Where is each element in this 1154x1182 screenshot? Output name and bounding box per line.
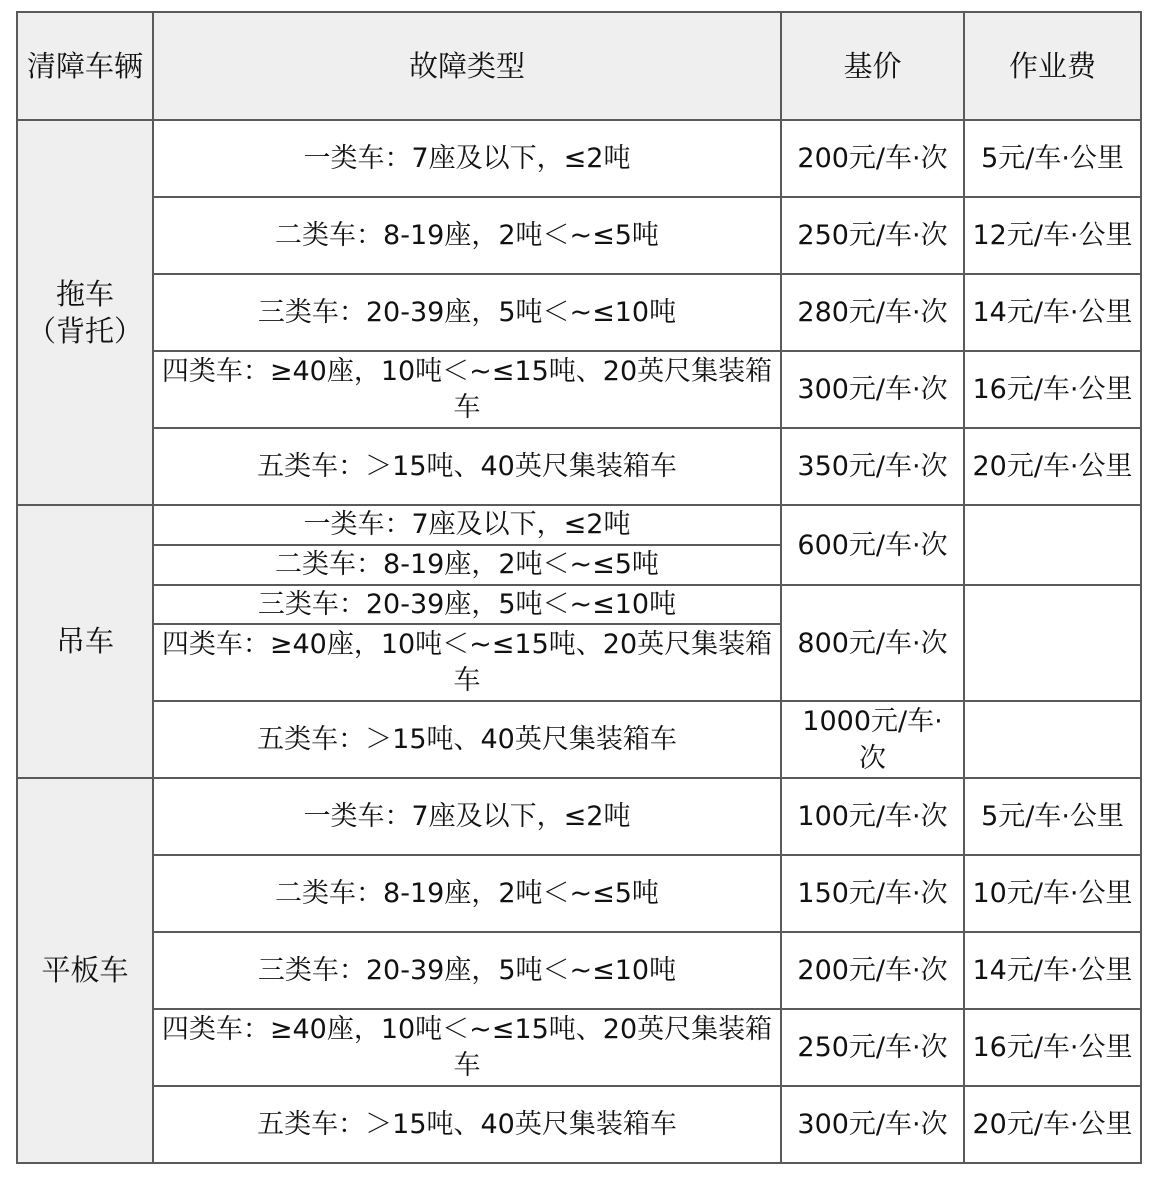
operation-fee-cell xyxy=(964,701,1141,778)
header-row xyxy=(17,12,1141,120)
table-row xyxy=(17,855,1141,932)
table-header xyxy=(17,12,1141,120)
table-row xyxy=(17,701,1141,778)
operation-fee-cell: 10元/车·公里 xyxy=(964,855,1141,932)
table-row xyxy=(17,932,1141,1009)
base-price-cell: 280元/车·次 xyxy=(781,274,964,351)
vehicle-tow: 拖车 （背托） xyxy=(17,120,153,505)
fault-type-cell: 一类车：7座及以下，≤2吨 xyxy=(153,120,781,197)
table-row xyxy=(17,351,1141,428)
base-price-cell: 200元/车·次 xyxy=(781,120,964,197)
header-fault-type: 故障类型 xyxy=(153,12,781,120)
operation-fee-cell: 5元/车·公里 xyxy=(964,120,1141,197)
clearance-fee-table xyxy=(16,11,1142,1164)
fee-table-container xyxy=(16,11,1140,1164)
table-row xyxy=(17,1009,1141,1086)
base-price-cell: 200元/车·次 xyxy=(781,932,964,1009)
operation-fee-cell: 20元/车·公里 xyxy=(964,428,1141,505)
fault-type-cell: 四类车：≥40座，10吨＜~≤15吨、20英尺集装箱车 xyxy=(153,624,781,701)
base-price-cell: 300元/车·次 xyxy=(781,351,964,428)
table-row xyxy=(17,197,1141,274)
vehicle-crane: 吊车 xyxy=(17,505,153,778)
base-price-cell: 100元/车·次 xyxy=(781,778,964,855)
base-price-cell: 300元/车·次 xyxy=(781,1086,964,1163)
table-row xyxy=(17,505,1141,545)
vehicle-flatbed: 平板车 xyxy=(17,778,153,1163)
operation-fee-cell: 5元/车·公里 xyxy=(964,778,1141,855)
base-price-cell: 350元/车·次 xyxy=(781,428,964,505)
fault-type-cell: 四类车：≥40座，10吨＜~≤15吨、20英尺集装箱车 xyxy=(153,351,781,428)
operation-fee-cell: 14元/车·公里 xyxy=(964,932,1141,1009)
operation-fee-cell xyxy=(964,585,1141,701)
operation-fee-cell: 20元/车·公里 xyxy=(964,1086,1141,1163)
fault-type-cell: 三类车：20-39座，5吨＜~≤10吨 xyxy=(153,274,781,351)
fault-type-cell: 三类车：20-39座，5吨＜~≤10吨 xyxy=(153,932,781,1009)
fault-type-cell: 二类车：8-19座，2吨＜~≤5吨 xyxy=(153,545,781,585)
fault-type-cell: 五类车：＞15吨、40英尺集装箱车 xyxy=(153,428,781,505)
operation-fee-cell: 14元/车·公里 xyxy=(964,274,1141,351)
header-operation-fee: 作业费 xyxy=(964,12,1141,120)
table-row xyxy=(17,585,1141,624)
fault-type-cell: 二类车：8-19座，2吨＜~≤5吨 xyxy=(153,855,781,932)
base-price-cell: 250元/车·次 xyxy=(781,1009,964,1086)
base-price-cell: 1000元/车·次 xyxy=(781,701,964,778)
base-price-cell: 250元/车·次 xyxy=(781,197,964,274)
table-row xyxy=(17,778,1141,855)
fault-type-cell: 四类车：≥40座，10吨＜~≤15吨、20英尺集装箱车 xyxy=(153,1009,781,1086)
fault-type-cell: 五类车：＞15吨、40英尺集装箱车 xyxy=(153,1086,781,1163)
base-price-cell: 800元/车·次 xyxy=(781,585,964,701)
operation-fee-cell: 16元/车·公里 xyxy=(964,351,1141,428)
fault-type-cell: 二类车：8-19座，2吨＜~≤5吨 xyxy=(153,197,781,274)
base-price-cell: 150元/车·次 xyxy=(781,855,964,932)
operation-fee-cell xyxy=(964,505,1141,585)
table-row xyxy=(17,120,1141,197)
header-vehicle: 清障车辆 xyxy=(17,12,153,120)
base-price-cell: 600元/车·次 xyxy=(781,505,964,585)
operation-fee-cell: 12元/车·公里 xyxy=(964,197,1141,274)
fault-type-cell: 一类车：7座及以下，≤2吨 xyxy=(153,505,781,545)
header-base-price: 基价 xyxy=(781,12,964,120)
operation-fee-cell: 16元/车·公里 xyxy=(964,1009,1141,1086)
fault-type-cell: 五类车：＞15吨、40英尺集装箱车 xyxy=(153,701,781,778)
table-row xyxy=(17,274,1141,351)
table-row xyxy=(17,428,1141,505)
table-row xyxy=(17,1086,1141,1163)
fault-type-cell: 三类车：20-39座，5吨＜~≤10吨 xyxy=(153,585,781,624)
fault-type-cell: 一类车：7座及以下，≤2吨 xyxy=(153,778,781,855)
table-body xyxy=(17,120,1141,1163)
